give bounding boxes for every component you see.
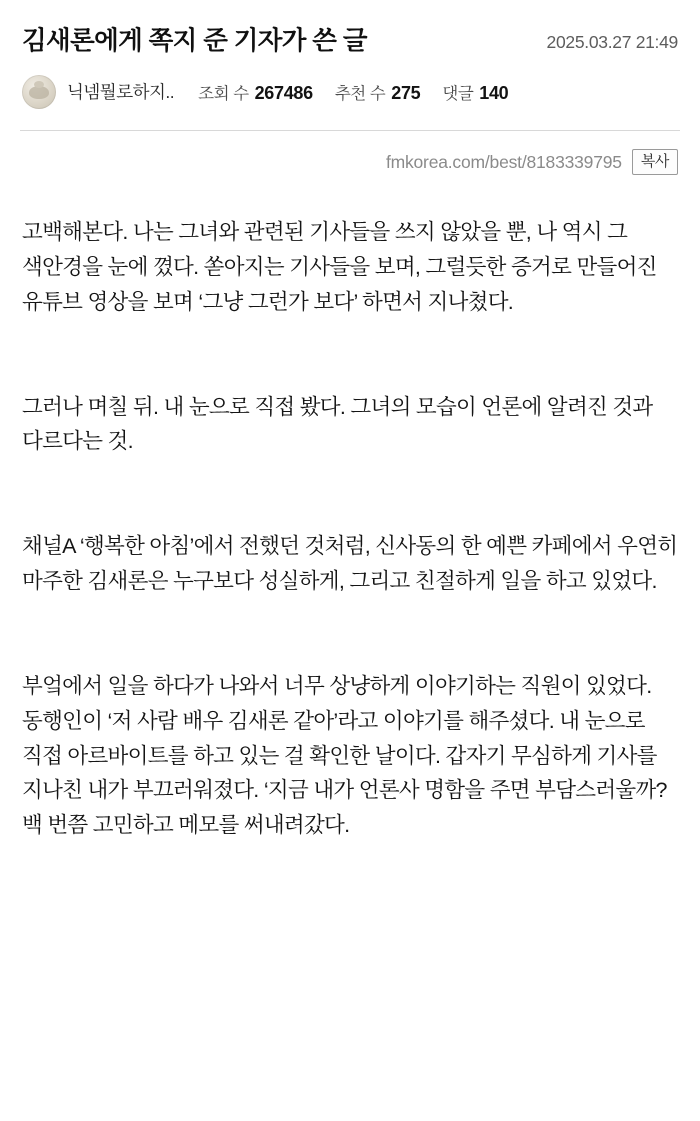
post-timestamp: 2025.03.27 21:49 xyxy=(546,32,678,52)
stat-upvotes xyxy=(335,80,421,104)
page-title: 김새론에게 쪽지 준 기자가 쓴 글 xyxy=(22,27,367,55)
post-paragraph: 고백해본다. 나는 그녀와 관련된 기사들을 쓰지 않았을 뿐, 나 역시 그 색안경을 눈에 꼈다. 쏟아지는 기사들을 보며, 그럴듯한 증거로 만들어진 유튜브 영상을 보며 ‘그냥 그런가 보다’ 하면서 지나쳤다. xyxy=(22,220,657,314)
stat-views-value: 267486 xyxy=(254,82,313,103)
stat-views xyxy=(198,80,313,104)
header-divider xyxy=(20,130,680,131)
stat-comments-value: 140 xyxy=(479,82,509,103)
stat-upvotes-value: 275 xyxy=(391,82,421,103)
post-paragraph: 그러나 며칠 뒤. 내 눈으로 직접 봤다. 그녀의 모습이 언론에 알려진 것과 다르다는 것. xyxy=(22,394,653,454)
post-body xyxy=(0,175,700,873)
post-meta-row xyxy=(0,75,700,109)
avatar xyxy=(22,75,56,109)
source-url[interactable]: fmkorea.com/best/8183339795 xyxy=(385,151,622,172)
stat-upvotes-label: 추천 수 xyxy=(334,84,386,103)
post-paragraph: 부엌에서 일을 하다가 나와서 너무 상냥하게 이야기하는 직원이 있었다. 동행인이 ‘저 사람 배우 김새론 같아’라고 이야기를 해주셨다. 내 눈으로 직접 아르바이트를 하고 있는 걸 확인한 날이다. 갑자기 무심하게 기사를 지나친 내가 부끄러워졌다. ‘지금 내가 언론사 명함을 주면 부담스러울까? 백 번쯤 고민하고 메모를 써내려갔다. xyxy=(22,673,667,838)
source-row xyxy=(0,149,700,175)
post-paragraph: 채널A ‘행복한 아침’에서 전했던 것처럼, 신사동의 한 예쁜 카페에서 우연히 마주한 김새론은 누구보다 성실하게, 그리고 친절하게 일을 하고 있었다. xyxy=(22,534,678,594)
stat-comments[interactable] xyxy=(442,80,508,104)
author-nickname[interactable]: 닉넴뭘로하지.. xyxy=(67,82,175,103)
stat-views-label: 조회 수 xyxy=(198,84,249,103)
post-header xyxy=(0,0,700,58)
copy-button[interactable]: 복사 xyxy=(632,149,678,175)
stat-comments-label: 댓글 xyxy=(442,84,474,103)
